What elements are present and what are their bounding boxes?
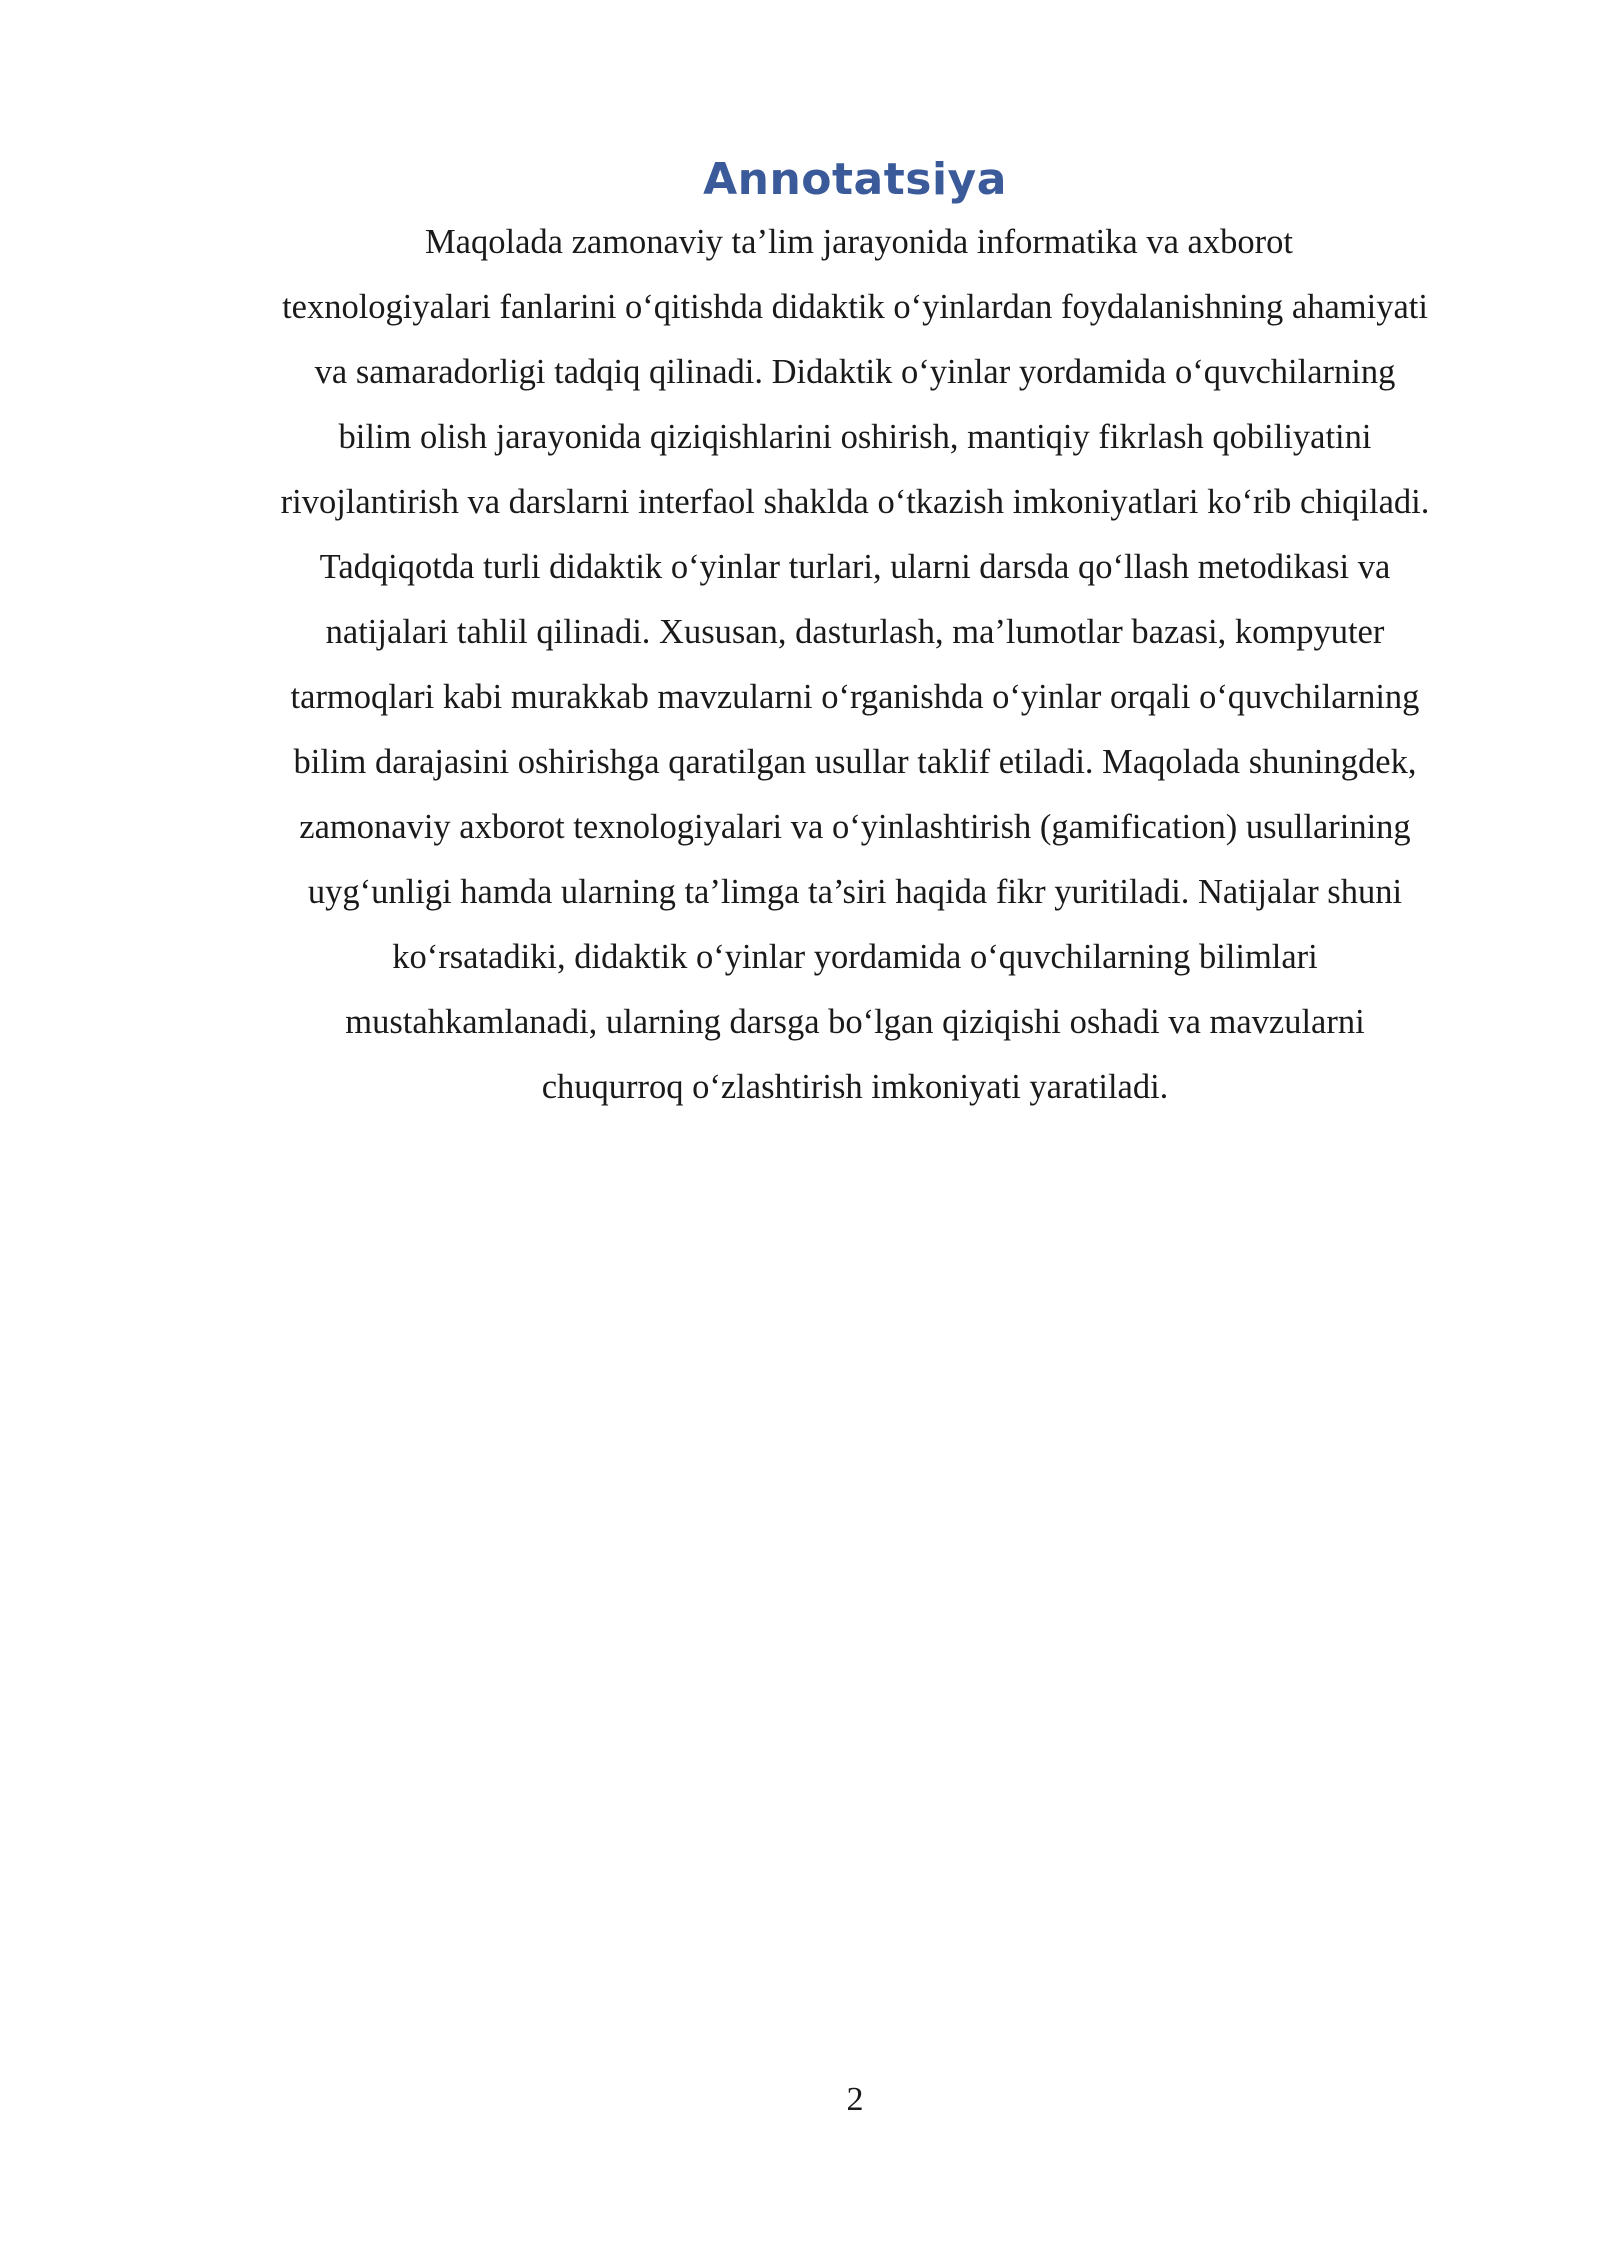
abstract-line: tarmoqlari kabi murakkab mavzularni o‘rganishda o‘yinlar orqali o‘quvchilarning	[290, 678, 1420, 716]
abstract-line: zamonaviy axborot texnologiyalari va o‘yinlashtirish (gamification) usullarining	[299, 808, 1411, 846]
abstract-line: uyg‘unligi hamda ularning ta’limga ta’siri haqida fikr yuritiladi. Natijalar shuni	[307, 873, 1403, 911]
abstract-paragraph	[220, 210, 1490, 1120]
abstract-line: Maqolada zamonaviy ta’lim jarayonida informatika va axborot	[425, 223, 1293, 261]
abstract-line: rivojlantirish va darslarni interfaol shaklda o‘tkazish imkoniyatlari ko‘rib chiqiladi.	[280, 483, 1430, 521]
abstract-line: Tadqiqotda turli didaktik o‘yinlar turlari, ularni darsda qo‘llash metodikasi va	[319, 548, 1391, 586]
abstract-line: bilim olish jarayonida qiziqishlarini oshirish, mantiqiy fikrlash qobiliyatini	[338, 418, 1372, 456]
abstract-line: texnologiyalari fanlarini o‘qitishda didaktik o‘yinlardan foydalanishning ahamiyati	[282, 288, 1428, 326]
abstract-line: chuqurroq o‘zlashtirish imkoniyati yaratiladi.	[541, 1068, 1169, 1106]
abstract-line: bilim darajasini oshirishga qaratilgan usullar taklif etiladi. Maqolada shuningdek,	[293, 743, 1417, 781]
abstract-line: ko‘rsatadiki, didaktik o‘yinlar yordamida o‘quvchilarning bilimlari	[392, 938, 1318, 976]
page-title: Annotatsiya	[703, 154, 1007, 205]
page-number: 2	[846, 2081, 864, 2118]
abstract-line: mustahkamlanadi, ularning darsga bo‘lgan qiziqishi oshadi va mavzularni	[345, 1003, 1365, 1041]
abstract-line: natijalari tahlil qilinadi. Xususan, dasturlash, ma’lumotlar bazasi, kompyuter	[325, 613, 1385, 651]
abstract-line: va samaradorligi tadqiq qilinadi. Didaktik o‘yinlar yordamida o‘quvchilarning	[314, 353, 1396, 391]
